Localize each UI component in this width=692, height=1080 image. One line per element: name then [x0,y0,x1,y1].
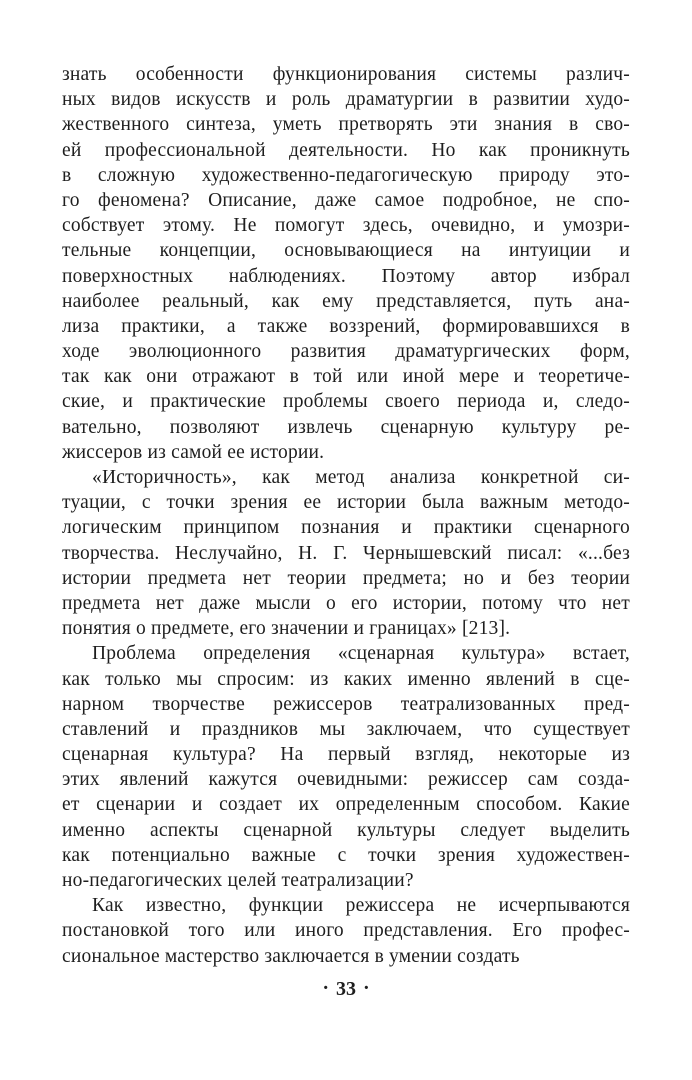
page-number: 33 [336,978,356,1000]
text-line: знать особенности функционирования системы различ- [62,64,630,85]
text-line: ей профессиональной деятельности. Но как проникнуть [62,139,630,161]
page-text-block [62,62,630,969]
footer-left-dot: · [322,977,329,999]
text-line: ных видов искусств и роль драматургии в развитии худо- [62,89,630,111]
text-line: творчества. Неслучайно, Н. Г. Чернышевский писал: «...без [62,542,630,564]
footer-right-dot: · [363,977,370,999]
text-line: сиональное мастерство заключается в умении создать [62,945,520,967]
text-line: ходе эволюционного развития драматургических форм, [62,341,630,363]
text-line: го феномена? Описание, даже самое подробное, не спо- [62,189,630,211]
text-line: ет сценарии и создает их определенным способом. Какие [62,794,630,816]
text-line: но-педагогических целей театрализации? [62,870,414,891]
text-line: Как известно, функции режиссера не исчерпываются [92,895,630,917]
text-line: жественного синтеза, уметь претворять эти знания в сво- [62,114,630,136]
text-line: сценарная культура? На первый взгляд, некоторые из [62,744,630,766]
text-line: Проблема определения «сценарная культура» встает, [92,643,630,665]
paragraph [62,893,630,969]
text-line: поверхностных наблюдениях. Поэтому автор избрал [62,265,630,287]
text-line: туации, с точки зрения ее истории была важным методо- [62,492,630,514]
text-line: ские, и практические проблемы своего периода и, следо- [62,391,630,413]
paragraph [62,641,630,893]
text-line: собствует этому. Не помогут здесь, очевидно, и умозри- [62,215,630,237]
text-line: ставлений и праздников мы заключаем, что существует [62,718,630,740]
text-line: тельные концепции, основывающиеся на интуиции и [62,240,630,262]
text-line: «Историчность», как метод анализа конкретной си- [92,467,630,488]
text-line: этих явлений кажутся очевидными: режиссер сам созда- [62,769,630,791]
text-line: нарном творчестве режиссеров театрализованных пред- [62,693,630,715]
text-line: предмета нет даже мысли о его истории, потому что нет [62,592,630,614]
paragraph [62,465,630,641]
text-line: лиза практики, а также воззрений, формировавшихся в [62,315,630,337]
text-line: как потенциально важные с точки зрения художествен- [62,844,630,866]
text-line: наиболее реальный, как ему представляется, путь ана- [62,290,630,312]
text-line: вательно, позволяют извлечь сценарную культуру ре- [62,416,630,438]
text-line: понятия о предмете, его значении и границах» [213]. [62,618,511,640]
text-line: в сложную художественно-педагогическую природу это- [62,164,630,186]
text-line: истории предмета нет теории предмета; но и без теории [62,567,630,589]
text-line: именно аспекты сценарной культуры следует выделить [62,819,630,841]
text-line: логическим принципом познания и практики сценарного [62,517,630,539]
text-line: так как они отражают в той или иной мере и теоретиче- [62,366,630,388]
page-footer [0,978,692,1001]
text-line: постановкой того или иного представления. Его профес- [62,920,630,942]
text-line: жиссеров из самой ее истории. [62,441,325,463]
paragraph [62,62,630,465]
text-line: как только мы спросим: из каких именно явлений в сце- [62,668,630,690]
